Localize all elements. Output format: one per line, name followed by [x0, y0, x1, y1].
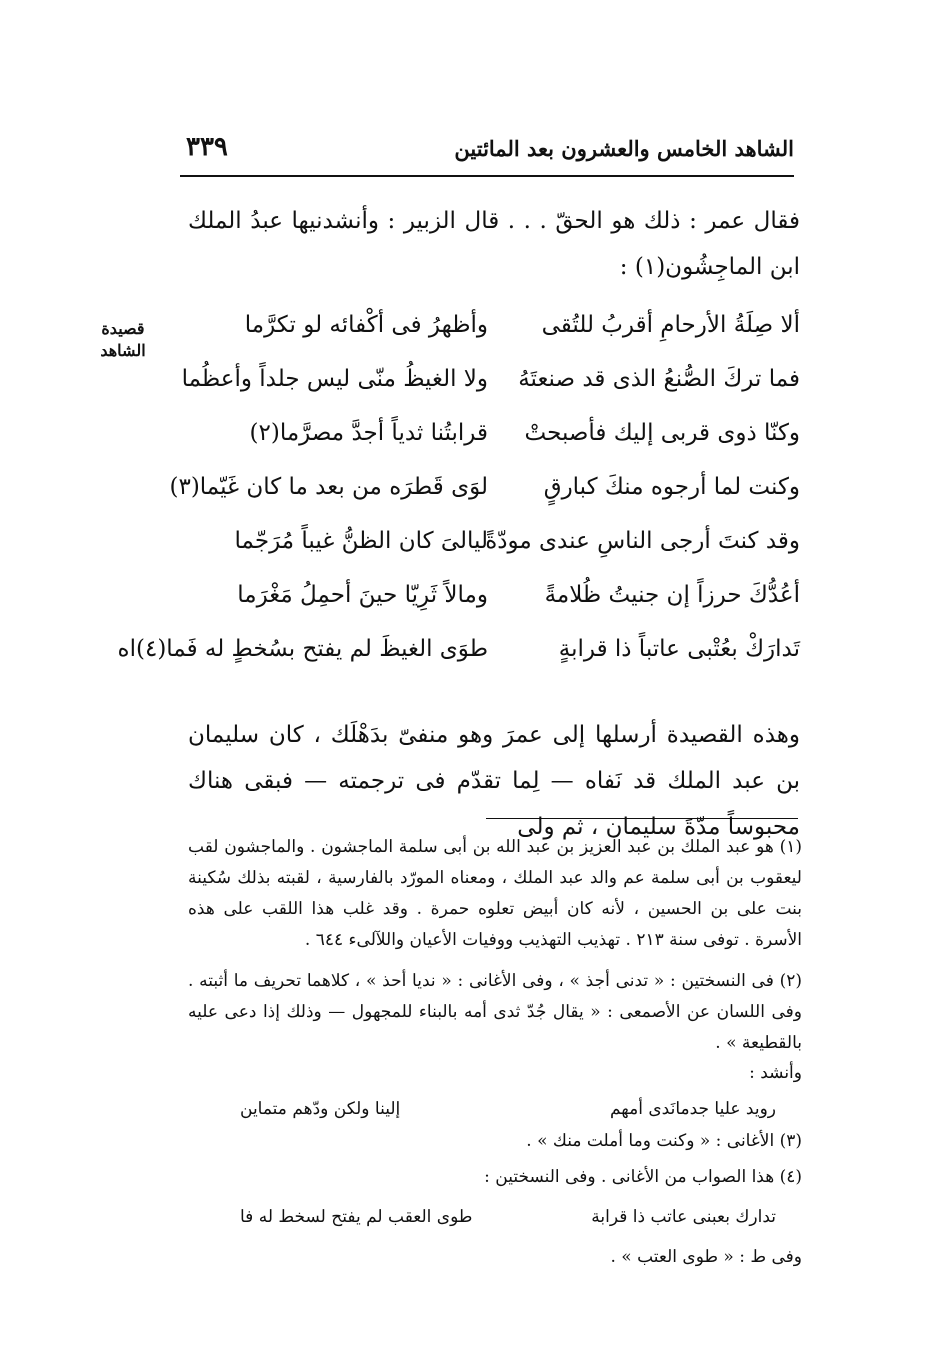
- footnote-verse-first: رويد عليا جدمانَدى أمهم: [609, 1099, 776, 1119]
- margin-note: [92, 318, 154, 362]
- footnote-3: (٣) الأغانى : « وكنت وما أملت منك » .: [526, 1131, 802, 1151]
- verse-line: [188, 582, 800, 632]
- footnote-verse-first: تدارك بعبنى عاتب ذا قرابة: [591, 1207, 776, 1227]
- verse-second-hemistich: ليالىَ كان الظنُّ غيباً مُرَجّما: [234, 528, 488, 554]
- verse-first-hemistich: وكنت لما أرجوه منكَ كبارقٍ: [543, 474, 800, 500]
- header-rule: [180, 175, 794, 177]
- footnote-4-verse: [240, 1202, 776, 1233]
- margin-note-line: قصيدة: [101, 319, 145, 338]
- page-header: [178, 130, 794, 170]
- footnote-4-tail: وفى ط : « طوى العتب » .: [610, 1247, 802, 1267]
- verse-first-hemistich: وكنّا ذوى قربى إليك فأصبحتْ: [524, 420, 800, 446]
- verse-second-hemistich: طوَى الغيظَ لم يفتح بسُخطٍ له فَما(٤)اه: [117, 636, 488, 662]
- verse-line: [181, 366, 800, 416]
- footnote-rule: [486, 818, 798, 819]
- footnote-4: (٤) هذا الصواب من الأغانى . وفى النسختين :: [484, 1167, 802, 1187]
- verse-line: [117, 636, 800, 686]
- running-title: الشاهد الخامس والعشرون بعد المائتين: [454, 136, 794, 161]
- verse-line: [169, 474, 800, 524]
- verse-second-hemistich: ومالاً ثَرِيّا حينَ أحمِلُ مَغْرَما: [237, 582, 488, 608]
- verse-second-hemistich: قرابتُنا ثدياً أجدَّ مصرَّما(٢): [249, 420, 488, 446]
- verse-line: [188, 312, 800, 362]
- verse-first-hemistich: تَدارَكْ بعُتْبى عاتباً ذا قرابةٍ: [558, 636, 800, 662]
- page-number: ٣٣٩: [186, 132, 228, 162]
- body-paragraph: وهذه القصيدة أرسلها إلى عمرَ وهو منفىّ بدَهْلَك ، كان سليمان بن عبد الملك قد نَفاه — لِما تقدّم فى ترجمته — فبقى هناك محبوساً مدّةَ سليمان ، ثم ولى: [188, 722, 800, 840]
- verse-second-hemistich: لوَى قَطرَه من بعد ما كان غَيّما(٣): [169, 474, 488, 500]
- verse-first-hemistich: فما تركَ الصُّنعُ الذى قد صنعتَهُ: [518, 366, 800, 392]
- footnote-verse-second: إلينا ولكن ودّهم متماين: [240, 1099, 401, 1119]
- verse-first-hemistich: أعُدُّكَ حرزاً إن جنيتُ ظُلامةً: [544, 582, 800, 608]
- verse-first-hemistich: وقد كنتَ أرجى الناسِ عندى مودّةً: [485, 528, 800, 554]
- margin-note-line: الشاهد: [100, 341, 146, 360]
- footnote-2-verse: [240, 1094, 776, 1125]
- intro-paragraph: فقال عمر : ذلك هو الحقّ . . . قال الزبير : وأنشدنيها عبدُ الملك ابن الماجِشُون(١) :: [188, 208, 800, 280]
- footnote-1: (١) هو عبد الملك بن عبد العزيز بن عبد الله بن أبى سلمة الماجشون . والماجشون لقب ليعقوب بن أبى سلمة عم والد عبد الملك ، ومعناه المورّد بالفارسية ، لقبته بذلك سُكينة بنت على بن الحسين ، لأنه كان أبيض تعلوه حمرة . وقد غلب هذا اللقب على هذه الأسرة . توفى سنة ٢١٣ . تهذيب التهذيب ووفيات الأعيان واللآلىء ٦٤٤ .: [188, 837, 802, 950]
- verse-first-hemistich: ألا صِلَةُ الأرحامِ أقربُ للتُقى: [541, 312, 800, 338]
- verse-second-hemistich: وأظهرُ فى أكْفائه لو تكرَّما: [244, 312, 488, 338]
- footnote-verse-second: طوى العقب لم يفتح لسخط له فا: [240, 1207, 473, 1227]
- footnote-2: (٢) فى النسختين : « تدنى أجذ » ، وفى الأغانى : « نديا أحذ » ، كلاهما تحريف ما أثبته . وفى اللسان عن الأصمعى : « يقال جُدّ ثدى أمه بالبناء للمجهول — وذلك إذا دعى عليه بالقطيعة » .: [188, 971, 802, 1053]
- verse-line: [188, 528, 800, 578]
- verse-line: [188, 420, 800, 470]
- verse-second-hemistich: ولا الغيظُ منّى ليس جلداً وأعظُما: [181, 366, 488, 392]
- footnote-2-anshad: وأنشد :: [749, 1063, 802, 1083]
